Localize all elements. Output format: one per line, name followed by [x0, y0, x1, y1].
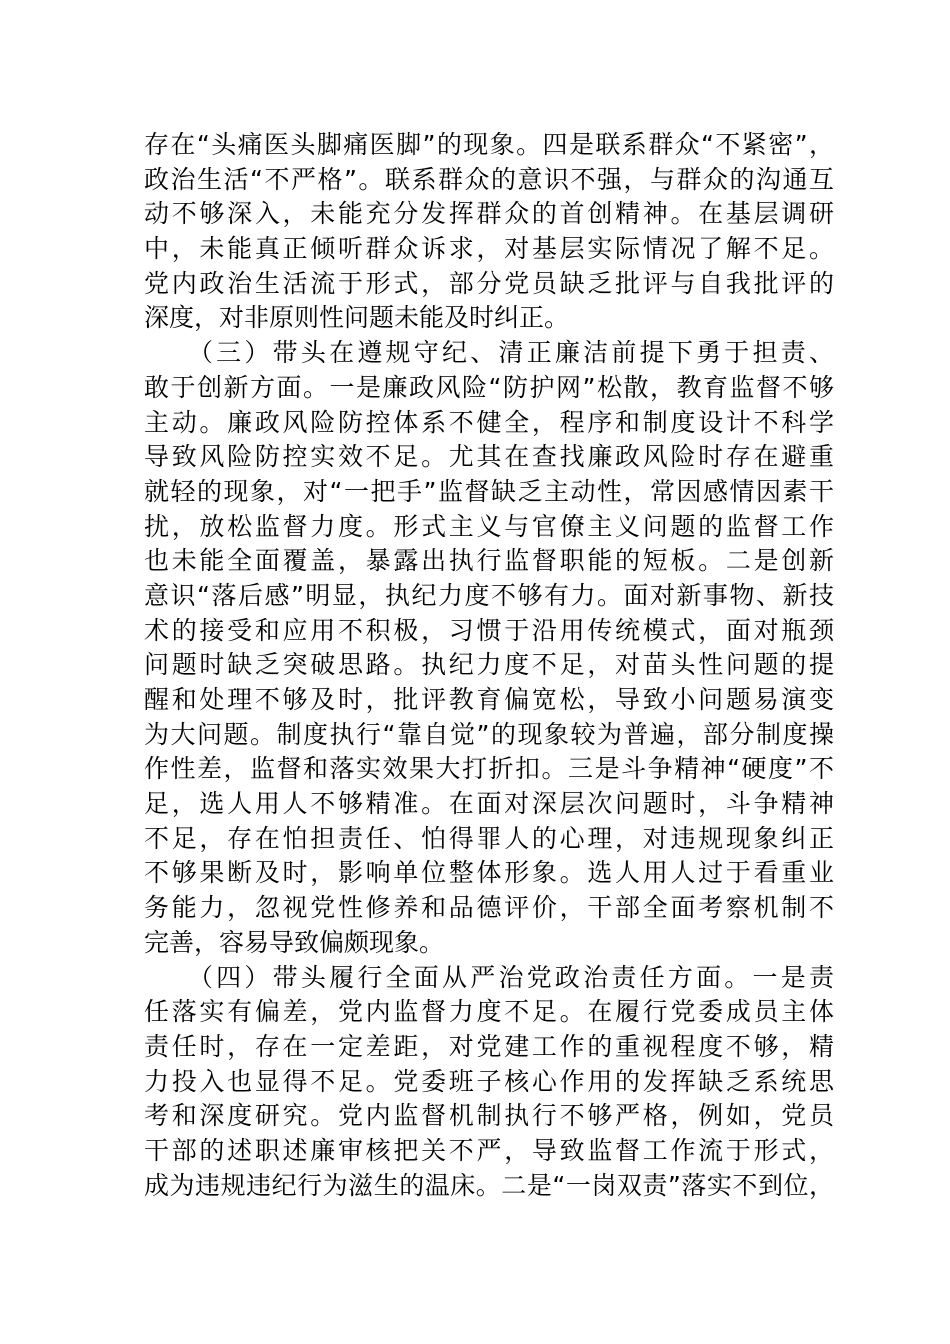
- text-line: 务能力，忽视党性修养和品德评价，干部全面考察机制不: [144, 893, 834, 923]
- section-heading-line: （三）带头在遵规守纪、清正廉洁前提下勇于担责、: [144, 338, 834, 368]
- text-line: 足，选人用人不够精准。在面对深层次问题时，斗争精神: [144, 789, 834, 819]
- text-line: 政治生活“不严格”。联系群众的意识不强，与群众的沟通互: [144, 164, 834, 194]
- text-line: 存在“头痛医头脚痛医脚”的现象。四是联系群众“不紧密”，: [144, 130, 834, 159]
- text-line: 作性差，监督和落实效果大打折扣。三是斗争精神“硬度”不: [144, 754, 834, 784]
- text-line: 动不够深入，未能充分发挥群众的首创精神。在基层调研: [144, 199, 834, 229]
- document-body: [144, 128, 834, 1203]
- text-line: 为大问题。制度执行“靠自觉”的现象较为普遍，部分制度操: [144, 719, 834, 749]
- text-line: 术的接受和应用不积极，习惯于沿用传统模式，面对瓶颈: [144, 615, 834, 645]
- text-line: 就轻的现象，对“一把手”监督缺乏主动性，常因感情因素干: [144, 476, 834, 506]
- text-line: 主动。廉政风险防控体系不健全，程序和制度设计不科学: [144, 407, 834, 437]
- text-line: 党内政治生活流于形式，部分党员缺乏批评与自我批评的: [144, 268, 834, 298]
- text-line: 任落实有偏差，党内监督力度不足。在履行党委成员主体: [144, 997, 834, 1027]
- text-line: 意识“落后感”明显，执纪力度不够有力。面对新事物、新技: [144, 580, 834, 610]
- text-line: 导致风险防控实效不足。尤其在查找廉政风险时存在避重: [144, 442, 834, 472]
- text-line: 敢于创新方面。一是廉政风险“防护网”松散，教育监督不够: [144, 372, 834, 402]
- text-line: 完善，容易导致偏颇现象。: [144, 927, 445, 957]
- text-line: 醒和处理不够及时，批评教育偏宽松，导致小问题易演变: [144, 685, 834, 714]
- section-heading-line: （四）带头履行全面从严治党政治责任方面。一是责: [144, 962, 834, 992]
- text-line: 不够果断及时，影响单位整体形象。选人用人过于看重业: [144, 858, 834, 888]
- text-line: 扰，放松监督力度。形式主义与官僚主义问题的监督工作: [144, 511, 834, 541]
- text-line: 责任时，存在一定差距，对党建工作的重视程度不够，精: [144, 1031, 834, 1061]
- text-line: 成为违规违纪行为滋生的温床。二是“一岗双责”落实不到位，: [144, 1170, 834, 1200]
- text-line: 考和深度研究。党内监督机制执行不够严格，例如，党员: [144, 1101, 834, 1131]
- text-line: 中，未能真正倾听群众诉求，对基层实际情况了解不足。: [144, 234, 834, 264]
- text-line: 干部的述职述廉审核把关不严，导致监督工作流于形式，: [144, 1135, 834, 1165]
- text-line: 问题时缺乏突破思路。执纪力度不足，对苗头性问题的提: [144, 650, 834, 680]
- text-line: 深度，对非原则性问题未能及时纠正。: [144, 303, 570, 333]
- text-line: 也未能全面覆盖，暴露出执行监督职能的短板。二是创新: [144, 546, 834, 576]
- text-line: 力投入也显得不足。党委班子核心作用的发挥缺乏系统思: [144, 1066, 834, 1096]
- text-line: 不足，存在怕担责任、怕得罪人的心理，对违规现象纠正: [144, 823, 834, 853]
